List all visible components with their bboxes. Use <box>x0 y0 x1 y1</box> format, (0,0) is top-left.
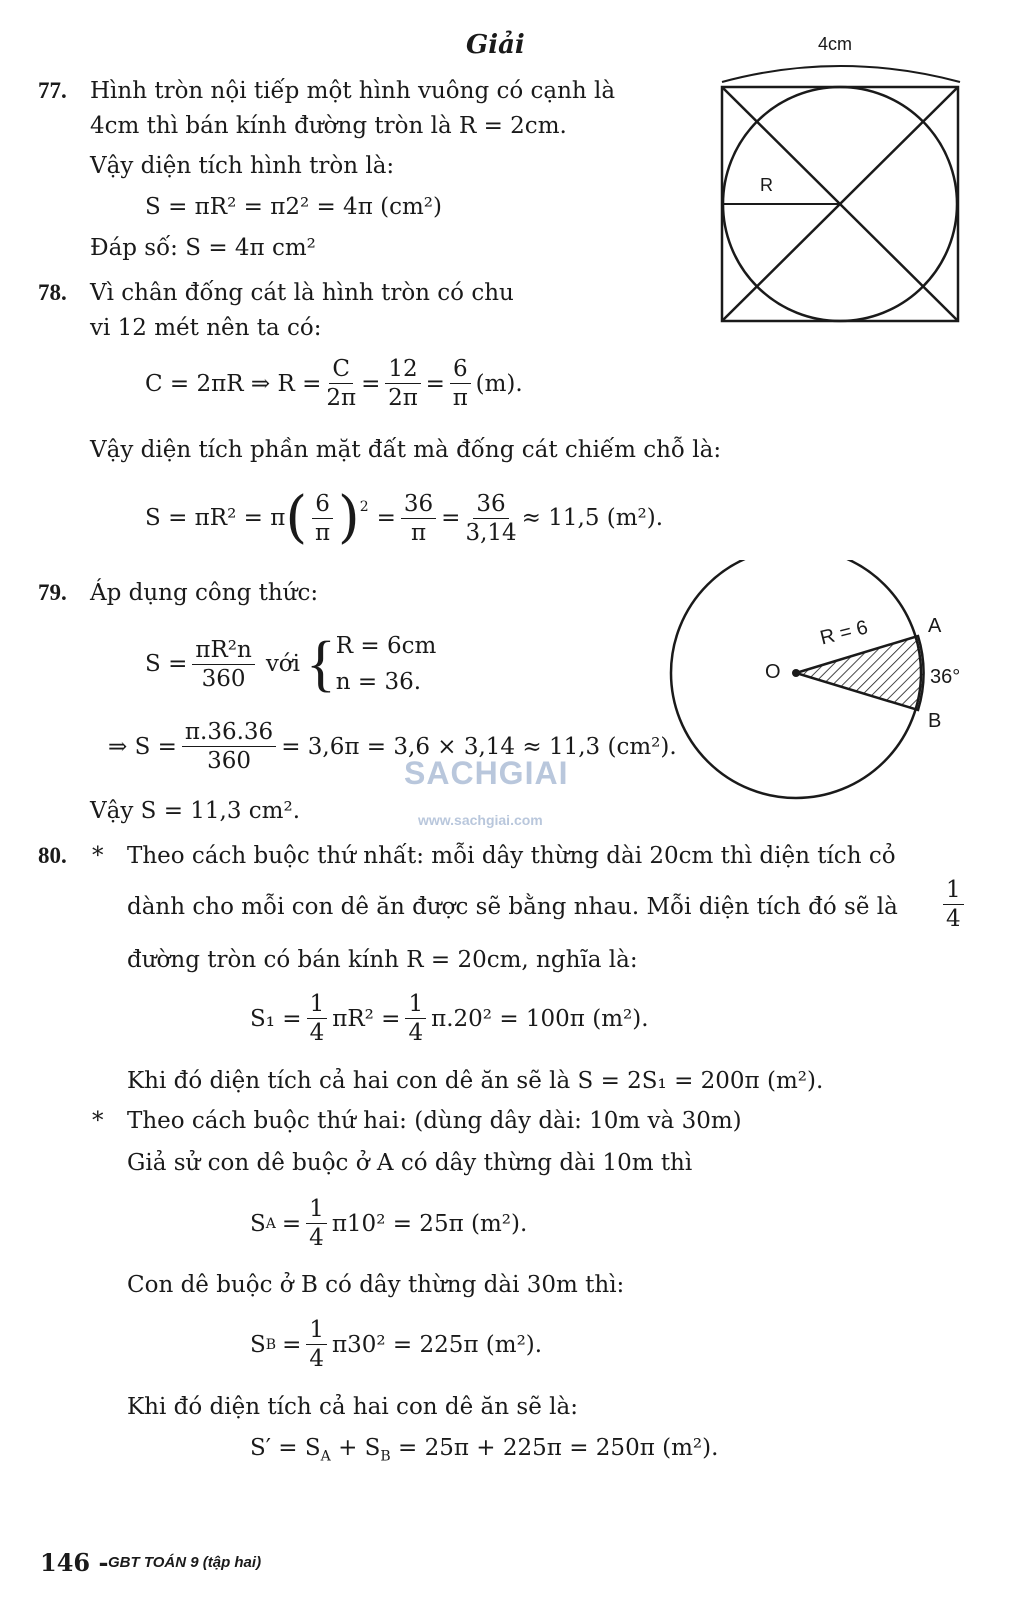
numerator: 36 <box>401 490 436 519</box>
p77-line1: Hình tròn nội tiếp một hình vuông có cạnh là <box>90 78 616 104</box>
denominator: 4 <box>309 1225 324 1251</box>
p77-line3: Vậy diện tích hình tròn là: <box>90 153 395 179</box>
problem-number-80: 80. <box>38 843 67 868</box>
fraction <box>450 355 471 412</box>
condition-radius: R = 6cm <box>335 633 437 659</box>
subscript-b: B <box>265 1336 277 1353</box>
p78-f2-lhs: S = πR² = π <box>145 505 286 531</box>
p79-f2-lhs: ⇒ S = <box>108 733 177 760</box>
denominator: 360 <box>201 665 246 692</box>
equals: = <box>282 1331 302 1358</box>
point-b-label: B <box>928 710 942 732</box>
p79-line1: Áp dụng công thức: <box>90 580 319 606</box>
denominator: 2π <box>326 385 357 411</box>
p80-line5: Theo cách buộc thứ hai: (dùng dây dài: 10m và 30m) <box>127 1108 742 1134</box>
p80-formula4 <box>250 1433 718 1472</box>
p80-line8: Khi đó diện tích cả hai con dê ăn sẽ là: <box>127 1394 578 1420</box>
problem-number-77: 77. <box>38 78 67 103</box>
equals: = <box>425 370 445 397</box>
p80-f2-lhs: S <box>250 1210 266 1237</box>
p78-f1-lhs: C = 2πR ⇒ R = <box>145 370 322 397</box>
equals: = <box>281 1210 302 1237</box>
equals: = <box>361 370 381 397</box>
p78-formula2 <box>145 485 664 550</box>
subscript-a: A <box>320 1448 331 1465</box>
book-title: GBT TOÁN 9 (tập hai) <box>108 1554 262 1571</box>
figure-sector <box>660 560 980 830</box>
p78-formula1 <box>145 355 523 412</box>
numerator: 1 <box>943 876 964 905</box>
denominator: π <box>452 385 468 411</box>
numerator: 1 <box>405 990 426 1019</box>
watermark-url: www.sachgiai.com <box>418 812 543 828</box>
p80-line4: Khi đó diện tích cả hai con dê ăn sẽ là S = 2S₁ = 200π (m²). <box>127 1068 824 1094</box>
p80-f1-mid: πR² = <box>332 1005 401 1032</box>
p80-f2-rhs: π10² = 25π (m²). <box>331 1210 528 1237</box>
denominator: 3,14 <box>465 519 517 546</box>
numerator: 6 <box>450 355 471 384</box>
p78-line2: vi 12 mét nên ta có: <box>90 315 322 341</box>
fraction <box>401 490 436 547</box>
p79-formula1 <box>145 628 436 700</box>
p80-line2-fraction <box>938 876 969 933</box>
fraction <box>405 990 426 1047</box>
p79-f2-rhs: = 3,6π = 3,6 × 3,14 ≈ 11,3 (cm²). <box>281 733 677 760</box>
unit: (m). <box>475 370 523 397</box>
numerator: 1 <box>306 1316 327 1345</box>
p79-f1-lhs: S = <box>145 651 188 677</box>
p80-f4-rhs: = 25π + 225π = 250π (m²). <box>390 1435 719 1461</box>
right-paren: ) <box>337 485 360 550</box>
radius-label: R <box>760 175 773 195</box>
denominator: 4 <box>309 1346 324 1372</box>
plus: + S <box>330 1435 381 1461</box>
fraction <box>306 1316 327 1373</box>
equals: = <box>441 505 461 531</box>
p80-line7: Con dê buộc ở B có dây thừng dài 30m thì: <box>127 1272 625 1298</box>
p80-line6: Giả sử con dê buộc ở A có dây thừng dài 10m thì <box>127 1150 693 1176</box>
fraction <box>943 876 964 933</box>
equals: = <box>376 505 396 531</box>
numerator: 6 <box>312 490 333 519</box>
page-title: Giải <box>466 30 525 60</box>
denominator: 2π <box>388 385 418 411</box>
p80-line3: đường tròn có bán kính R = 20cm, nghĩa là: <box>127 947 638 973</box>
center-label: O <box>765 661 781 683</box>
fraction <box>385 355 420 412</box>
numerator: πR²n <box>192 636 254 665</box>
watermark-logo: SACHGIAI <box>404 755 569 791</box>
p80-formula1 <box>250 990 649 1047</box>
with-word: với <box>265 651 301 677</box>
p80-formula2 <box>250 1195 527 1252</box>
angle-label: 36° <box>930 666 961 688</box>
numerator: π.36.36 <box>182 718 276 747</box>
p80-f3-rhs: π30² = 225π (m²). <box>331 1331 543 1358</box>
p78-line3: Vậy diện tích phần mặt đất mà đống cát chiếm chỗ là: <box>90 437 722 463</box>
p80-line1: Theo cách buộc thứ nhất: mỗi dây thừng dài 20cm thì diện tích cỏ <box>127 843 896 869</box>
p78-line1: Vì chân đống cát là hình tròn có chu <box>90 280 514 306</box>
sector-radius-label: R = 6 <box>817 616 871 650</box>
figure-inscribed-circle <box>710 30 970 330</box>
fraction <box>307 990 328 1047</box>
condition-angle: n = 36. <box>335 669 422 695</box>
page-number: 146 - <box>40 1548 109 1577</box>
fraction <box>182 718 276 775</box>
left-paren: ( <box>285 485 308 550</box>
p79-conclusion: Vậy S = 11,3 cm². <box>90 798 301 824</box>
problem-number-79: 79. <box>38 580 67 605</box>
subscript-b: B <box>380 1448 391 1465</box>
p80-f4-lhs: S′ = S <box>250 1435 321 1461</box>
denominator: 4 <box>309 1020 325 1046</box>
denominator: π <box>314 519 331 546</box>
denominator: 4 <box>408 1020 424 1046</box>
denominator: 360 <box>207 748 252 774</box>
fraction <box>306 1195 327 1252</box>
p79-formula2 <box>108 718 677 775</box>
p80-formula3 <box>250 1316 542 1373</box>
subscript-a: A <box>265 1215 276 1232</box>
problem-number-78: 78. <box>38 280 67 305</box>
condition-list <box>336 628 437 700</box>
p77-line2: 4cm thì bán kính đường tròn là R = 2cm. <box>90 113 567 139</box>
point-a-label: A <box>928 615 942 637</box>
numerator: C <box>329 355 353 384</box>
fraction <box>192 636 254 693</box>
numerator: 12 <box>385 355 420 384</box>
denominator: π <box>410 519 427 546</box>
numerator: 1 <box>307 990 328 1019</box>
bullet-star: * <box>92 843 104 869</box>
exponent: 2 <box>359 499 369 515</box>
p80-line2: dành cho mỗi con dê ăn được sẽ bằng nhau. Mỗi diện tích đó sẽ là <box>127 894 898 920</box>
denominator: 4 <box>946 906 961 932</box>
p80-f3-lhs: S <box>250 1331 266 1358</box>
p77-answer: Đáp số: S = 4π cm² <box>90 235 316 261</box>
side-length-label: 4cm <box>818 34 853 54</box>
p78-f2-rhs: ≈ 11,5 (m²). <box>521 505 664 531</box>
p77-formula: S = πR² = π2² = 4π (cm²) <box>145 194 442 220</box>
brace: { <box>306 630 336 698</box>
numerator: 36 <box>473 490 508 519</box>
numerator: 1 <box>306 1195 327 1224</box>
p80-f1-lhs: S₁ = <box>250 1005 302 1032</box>
p80-f1-rhs: π.20² = 100π (m²). <box>431 1005 649 1032</box>
bullet-star: * <box>92 1108 104 1134</box>
fraction <box>326 355 356 412</box>
fraction <box>465 490 516 547</box>
fraction <box>312 490 333 547</box>
